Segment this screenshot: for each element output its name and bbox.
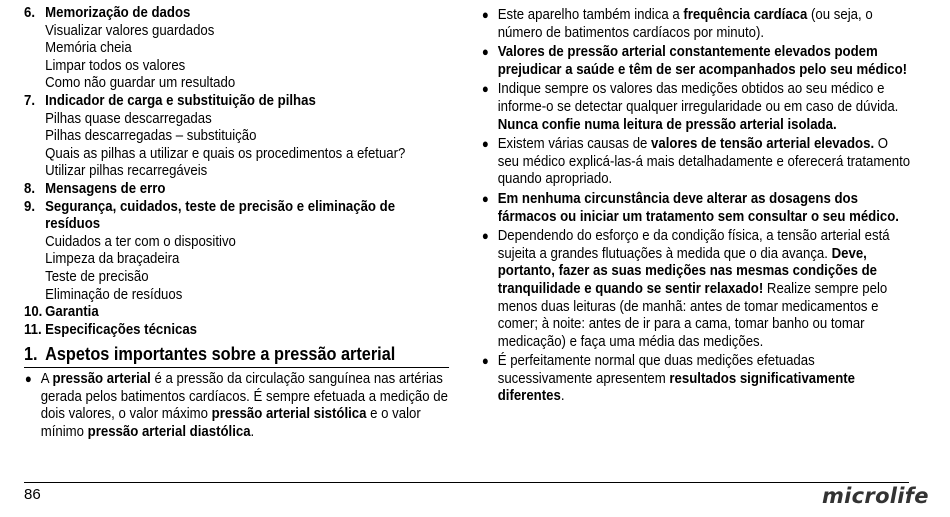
section-number: 1. bbox=[24, 343, 38, 365]
toc-title: Garantia bbox=[45, 303, 99, 321]
text-run: Este aparelho também indica a bbox=[497, 6, 684, 23]
text-run: Existem várias causas de bbox=[497, 135, 652, 153]
text-run: é a pressão da circulação sanguínea nas artérias gerada pelos batimentos cardíacos. É sempre efetuada a medição de dois valores, o valor máximo bbox=[40, 370, 448, 423]
list-item bbox=[481, 227, 910, 350]
section-title: Aspetos importantes sobre a pressão arterial bbox=[45, 343, 396, 365]
toc-title: Segurança, cuidados, teste de precisão e eliminação de resíduos bbox=[45, 197, 396, 233]
toc-subitem: Pilhas quase descarregadas bbox=[45, 109, 212, 127]
toc-subitem: Limpeza da braçadeira bbox=[45, 250, 180, 268]
right-column bbox=[481, 4, 910, 405]
toc-number: 11. bbox=[24, 320, 42, 338]
left-column bbox=[24, 4, 449, 441]
toc-item bbox=[24, 4, 449, 92]
bold-text: Deve, portanto, fazer as suas medições nas mesmas condições de tranquilidade e quando se sentir relaxado! bbox=[497, 244, 878, 297]
bold-text: pressão arterial diastólica bbox=[87, 423, 251, 441]
toc-number: 7. bbox=[24, 91, 36, 109]
bold-text: resultados significativamente diferentes bbox=[497, 369, 856, 405]
list-item bbox=[481, 6, 910, 41]
bullet-dot-icon: ● bbox=[481, 228, 489, 244]
bullet-text bbox=[498, 227, 890, 350]
list-item bbox=[481, 190, 910, 225]
text-run: Indique sempre os valores das medições obtidos ao seu médico e informe-o se detectar qualquer irregularidade ou em caso de dúvida. bbox=[497, 80, 899, 115]
toc-item bbox=[24, 180, 449, 198]
bullet-text bbox=[498, 135, 910, 187]
bullet-dot-icon: ● bbox=[481, 353, 489, 369]
toc-subitem: Limpar todos os valores bbox=[45, 56, 186, 74]
toc-subitem: Como não guardar um resultado bbox=[45, 74, 236, 92]
list-item bbox=[24, 370, 449, 440]
toc-title: Indicador de carga e substituição de pilhas bbox=[45, 91, 316, 109]
toc-number: 6. bbox=[24, 4, 36, 21]
toc-item bbox=[24, 198, 449, 304]
text-run: É perfeitamente normal que duas medições efetuadas sucessivamente apresentem bbox=[497, 352, 815, 387]
page-number: 86 bbox=[24, 486, 41, 503]
bullet-dot-icon: ● bbox=[481, 136, 489, 152]
toc-number: 10. bbox=[24, 303, 43, 321]
brand-logo: microlife bbox=[822, 484, 929, 508]
toc-item bbox=[24, 303, 449, 321]
bullet-text bbox=[498, 6, 873, 41]
text-run: A bbox=[40, 370, 53, 388]
bullet-dot-icon: ● bbox=[481, 81, 489, 97]
list-item bbox=[481, 80, 910, 133]
bold-text: pressão arterial bbox=[52, 370, 151, 388]
toc-title: Especificações técnicas bbox=[45, 320, 198, 338]
bold-text: Nunca confie numa leitura de pressão arterial isolada. bbox=[497, 115, 837, 133]
toc-subitem: Pilhas descarregadas – substituição bbox=[45, 127, 257, 145]
text-run: . bbox=[560, 387, 565, 405]
list-item bbox=[481, 135, 910, 188]
toc-subitem: Cuidados a ter com o dispositivo bbox=[45, 232, 236, 250]
bold-text: Valores de pressão arterial constantemente elevados podem prejudicar a saúde e têm de ser acompanhados pelo seu médico! bbox=[497, 43, 908, 78]
bold-text: pressão arterial sistólica bbox=[211, 405, 367, 423]
bullet-dot-icon: ● bbox=[481, 190, 489, 206]
text-run: (ou seja, o número de batimentos cardíacos por minuto). bbox=[497, 6, 873, 41]
list-item bbox=[481, 352, 910, 405]
toc-number: 9. bbox=[24, 197, 36, 215]
toc-subitem: Utilizar pilhas recarregáveis bbox=[45, 162, 208, 180]
bullet-text bbox=[498, 80, 899, 132]
text-run: . bbox=[250, 423, 255, 441]
table-of-contents bbox=[24, 4, 449, 338]
bold-text: valores de tensão arterial elevados. bbox=[651, 135, 875, 153]
toc-item bbox=[24, 321, 449, 339]
bullet-dot-icon: ● bbox=[24, 371, 32, 387]
toc-title: Mensagens de erro bbox=[45, 179, 166, 197]
bullet-dot-icon: ● bbox=[481, 7, 489, 22]
bullet-list bbox=[481, 6, 910, 405]
bullet-text bbox=[41, 370, 448, 440]
bullet-text bbox=[498, 43, 907, 78]
section-heading bbox=[24, 343, 449, 368]
toc-item bbox=[24, 92, 449, 180]
toc-subitem: Quais as pilhas a utilizar e quais os procedimentos a efetuar? bbox=[45, 144, 406, 162]
toc-subitem: Visualizar valores guardados bbox=[45, 21, 215, 39]
toc-number: 8. bbox=[24, 179, 36, 197]
text-run: Dependendo do esforço e da condição física, a tensão arterial está sujeita a grandes flutuações à medida que o dia avança. bbox=[497, 227, 890, 262]
footer-divider bbox=[24, 482, 909, 483]
toc-title: Memorização de dados bbox=[45, 4, 191, 21]
toc-subitem: Teste de precisão bbox=[45, 267, 149, 285]
toc-subitem: Eliminação de resíduos bbox=[45, 285, 183, 303]
text-run: e o valor mínimo bbox=[40, 405, 421, 441]
text-run: O seu médico explicá-las-á mais detalhadamente e oferecerá tratamento quando apropriado. bbox=[497, 135, 911, 188]
text-run: Realize sempre pelo menos duas leituras (de manhã: antes de tomar medicamentos e comer; à noite: antes de ir para a cama, tomar banho ou tomar medicação) e faça uma média das medições. bbox=[497, 279, 888, 350]
bold-text: frequência cardíaca bbox=[683, 6, 808, 23]
bullet-text bbox=[498, 352, 855, 404]
bullet-text bbox=[498, 190, 899, 225]
bullet-dot-icon: ● bbox=[481, 44, 489, 60]
bold-text: Em nenhuma circunstância deve alterar as dosagens dos fármacos ou iniciar um tratamento sem consultar o seu médico. bbox=[497, 189, 899, 225]
list-item bbox=[481, 43, 910, 78]
toc-subitem: Memória cheia bbox=[45, 39, 132, 57]
